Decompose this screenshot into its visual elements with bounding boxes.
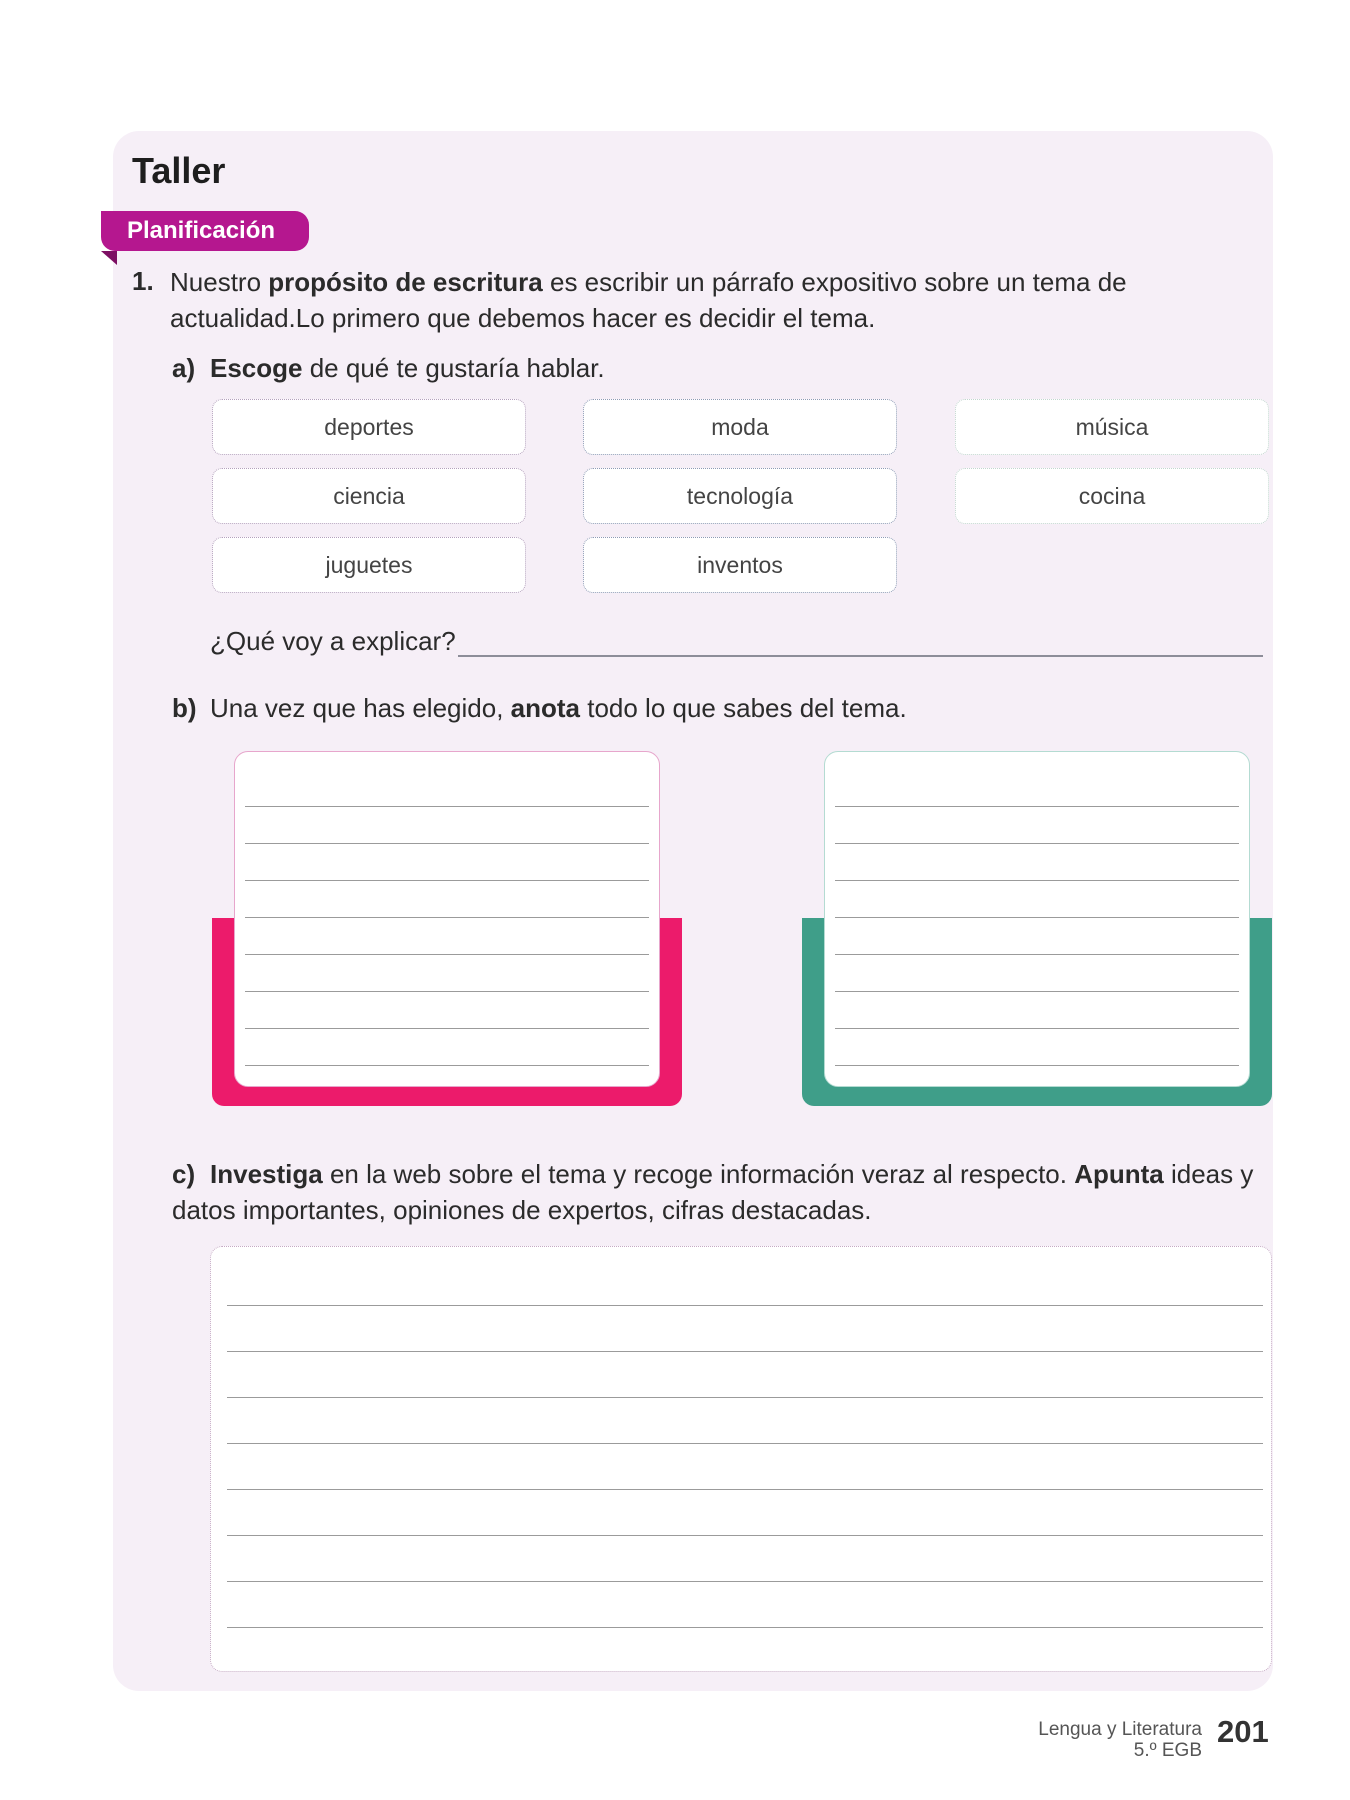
question-number: 1.	[132, 266, 154, 296]
subject-name: Lengua y Literatura	[1038, 1719, 1202, 1740]
question-1-text: Nuestro propósito de escritura es escribir un párrafo expositivo sobre un tema de actualidad.Lo primero que debemos hacer es decidir el tema.	[170, 267, 1127, 333]
explain-prompt: ¿Qué voy a explicar?	[210, 626, 456, 656]
grade-label: 5.º EGB	[1133, 1740, 1202, 1761]
tag-fold	[101, 251, 117, 265]
topic-option[interactable]: cocina	[955, 468, 1269, 524]
page-number: 201	[1217, 1714, 1269, 1749]
topic-option[interactable]: juguetes	[212, 537, 526, 593]
question-a-text: a) Escoge de qué te gustaría hablar.	[172, 353, 605, 383]
notes-card-right[interactable]	[824, 751, 1250, 1087]
topic-option[interactable]: deportes	[212, 399, 526, 455]
footer-subject	[1038, 1719, 1202, 1761]
question-c-text: c) Investiga en la web sobre el tema y recoge información veraz al respecto. Apunta ideas y datos importantes, opiniones de expertos, cifras destacadas.	[172, 1159, 1254, 1225]
question-b-text: b) Una vez que has elegido, anota todo lo que sabes del tema.	[172, 693, 907, 723]
notes-card-left[interactable]	[234, 751, 660, 1087]
topic-option[interactable]: música	[955, 399, 1269, 455]
research-notes-box[interactable]	[210, 1246, 1272, 1672]
topic-option[interactable]: tecnología	[583, 468, 897, 524]
page-title: Taller	[132, 150, 226, 191]
topic-option[interactable]: ciencia	[212, 468, 526, 524]
section-tag: Planificación	[101, 211, 309, 251]
topic-option[interactable]: inventos	[583, 537, 897, 593]
explain-answer-line[interactable]	[458, 655, 1263, 657]
topic-option[interactable]: moda	[583, 399, 897, 455]
